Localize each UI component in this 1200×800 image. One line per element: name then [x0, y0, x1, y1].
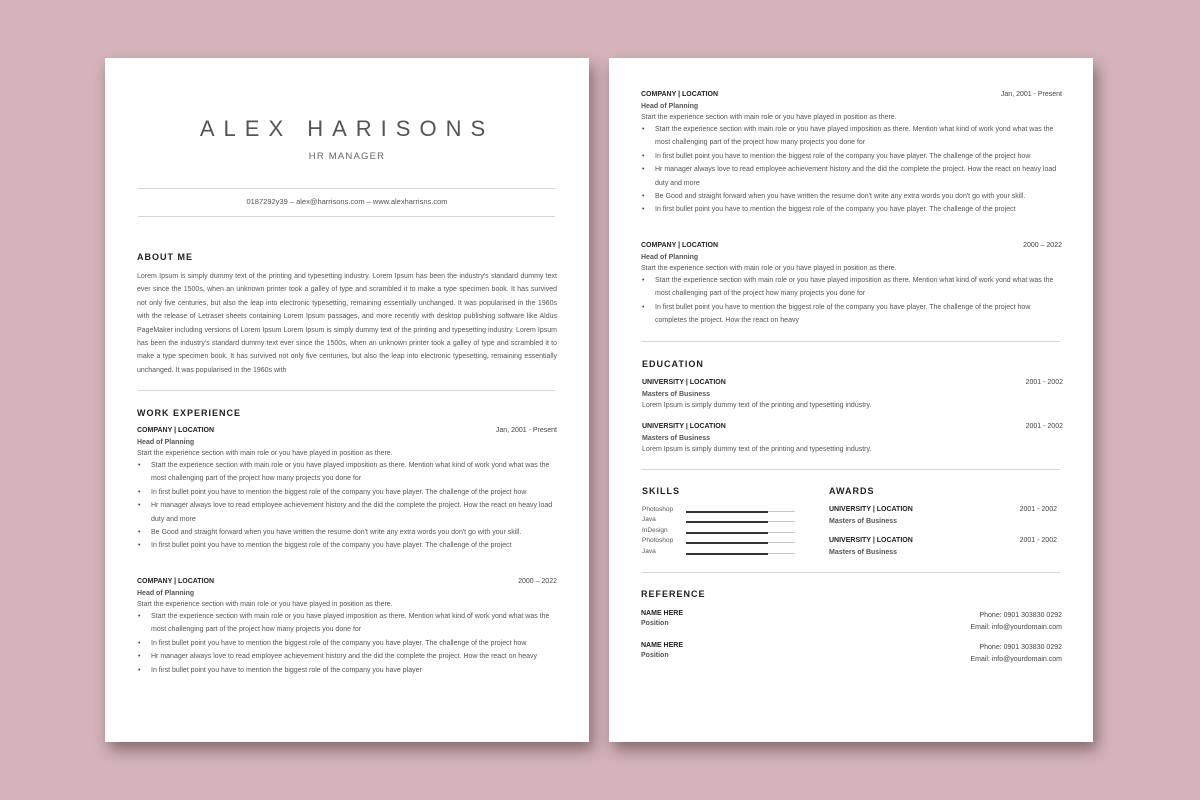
skills-heading: SKILLS [642, 486, 681, 496]
job-bullets [641, 274, 1062, 328]
edu-degree: Masters of Business [642, 435, 711, 442]
award-school: UNIVERSITY | LOCATION [829, 537, 913, 544]
about-text: Lorem Ipsum is simply dummy text of the printing and typesetting industry. Lorem Ipsum has been the industry's standard dummy text ever since the 1500s, when an unknown printer took a galley of type and scrambled it to make a type specimen book. It has survived not only five centuries, but also the leap into electronic typesetting, remaining essentially unchanged. It was popularised in the 1960s with the release of Letraset sheets containing Lorem Ipsum passages, and more recently with desktop publishing software like Aldus PageMaker including versions of Lorem Ipsum Lorem Ipsum is simply dummy text of the printing and typesetting industry. Lorem Ipsum has been the industry's standard dummy text ever since the 1500s, when an unknown printer took a galley of type and scrambled it to make a type specimen book. It has survived not only five centuries, but also the leap into electronic typesetting, remaining essentially unchanged. It was popularised in the 1960s with [137, 273, 557, 374]
job-intro: Start the experience section with main role or you have played in position as there. [137, 601, 393, 608]
job-date: 2000 – 2022 [1023, 242, 1062, 249]
reference-email: Email: info@yourdomain.com [970, 656, 1062, 663]
job-bullet: • Start the experience section with main role or you have played imposition as there. Mention what kind of work yond what was the most challenging part of the project how many projects you done for [137, 459, 557, 486]
skill-bar-fill [686, 532, 768, 534]
skill-row [642, 506, 802, 516]
skill-name: Photoshop [642, 506, 674, 513]
reference-heading: REFERENCE [641, 589, 706, 599]
skill-row [642, 548, 802, 558]
reference-entry [641, 642, 1062, 668]
skill-name: Java [642, 548, 656, 555]
skill-bar [686, 532, 795, 533]
skill-row [642, 537, 802, 547]
job-bullets [137, 459, 557, 553]
edu-school: UNIVERSITY | LOCATION [642, 423, 726, 430]
skill-bar-fill [686, 542, 768, 544]
job-bullet: • In first bullet point you have to mention the biggest role of the company you have player [137, 664, 557, 677]
divider [642, 572, 1060, 573]
reference-position: Position [641, 620, 669, 627]
contact-line: 0187292y39 – alex@harrisons.com – www.alexharrisns.com [246, 197, 448, 206]
job-entry [137, 578, 557, 677]
edu-date: 2001 - 2002 [1025, 379, 1063, 386]
reference-name: NAME HERE [641, 610, 684, 617]
reference-phone: Phone: 0901 303830 0292 [979, 612, 1062, 619]
skill-name: InDesign [642, 527, 668, 534]
skill-bar [686, 511, 795, 512]
reference-name: NAME HERE [641, 642, 684, 649]
skill-bar-fill [686, 521, 768, 523]
job-bullet: • Be Good and straight forward when you have written the resume don't write any extra words you don't go with your skill. [641, 190, 1062, 203]
candidate-title: HR MANAGER [308, 151, 386, 162]
job-date: Jan, 2001 - Present [495, 427, 557, 434]
job-entry [641, 242, 1062, 328]
about-heading: ABOUT ME [137, 252, 193, 262]
skill-bar-fill [686, 511, 768, 513]
reference-position: Position [641, 652, 669, 659]
award-date: 2001 - 2002 [1019, 537, 1057, 544]
divider [138, 390, 555, 391]
job-bullet: • In first bullet point you have to mention the biggest role of the company you have player. The challenge of the project [137, 539, 557, 552]
award-school: UNIVERSITY | LOCATION [829, 506, 913, 513]
award-date: 2001 - 2002 [1019, 506, 1057, 513]
skill-bar [686, 542, 795, 543]
edu-desc: Lorem Ipsum is simply dummy text of the printing and typesetting industry. [642, 402, 872, 409]
resume-page-1 [105, 58, 589, 742]
job-bullet: • Be Good and straight forward when you have written the resume don't write any extra words you don't go with your skill. [137, 526, 557, 539]
job-intro: Start the experience section with main role or you have played in position as there. [641, 265, 897, 272]
job-bullet: • Start the experience section with main role or you have played imposition as there. Mention what kind of work yond what was the most challenging part of the project how many projects you done for [641, 123, 1062, 150]
job-role: Head of Planning [137, 590, 195, 597]
divider [642, 341, 1060, 342]
job-intro: Start the experience section with main role or you have played in position as there. [137, 450, 393, 457]
job-bullet: • In first bullet point you have to mention the biggest role of the company you have player. The challenge of the project how completes the project. How the react on heavy [641, 301, 1062, 328]
job-bullet: • Hr manager always love to read employee achievement history and the did the complete the project. How the react on heavy load duty and more [641, 163, 1062, 190]
job-bullet: • Hr manager always love to read employee achievement history and the did the complete the project. How the react on heavy [137, 650, 557, 663]
job-bullet: • Start the experience section with main role or you have played imposition as there. Mention what kind of work yond what was the most challenging part of the project how many projects you done for [641, 274, 1062, 301]
job-entry [137, 427, 557, 553]
job-bullets [641, 123, 1062, 217]
job-intro: Start the experience section with main role or you have played in position as there. [641, 114, 897, 121]
reference-contact [970, 610, 1062, 634]
edu-degree: Masters of Business [642, 391, 711, 398]
skill-bar-fill [686, 553, 768, 555]
candidate-name: ALEX HARISONS [199, 116, 495, 141]
job-entry [641, 91, 1062, 217]
job-role: Head of Planning [641, 103, 699, 110]
skill-bar [686, 521, 795, 522]
award-entry [829, 506, 1057, 527]
job-bullet: • Hr manager always love to read employee achievement history and the did the complete the project. How the react on heavy load duty and more [137, 499, 557, 526]
edu-school: UNIVERSITY | LOCATION [642, 379, 726, 386]
job-company: COMPANY | LOCATION [641, 242, 719, 249]
job-bullet: • In first bullet point you have to mention the biggest role of the company you have player. The challenge of the project [641, 203, 1062, 216]
divider [138, 216, 555, 217]
job-company: COMPANY | LOCATION [137, 578, 215, 585]
reference-contact [970, 642, 1062, 666]
job-date: Jan, 2001 - Present [1000, 91, 1062, 98]
award-degree: Masters of Business [829, 518, 898, 525]
job-bullet: • In first bullet point you have to mention the biggest role of the company you have player. The challenge of the project how [641, 150, 1062, 163]
skill-bar [686, 553, 795, 554]
award-entry [829, 537, 1057, 558]
skill-name: Java [642, 516, 656, 523]
skill-name: Photoshop [642, 537, 674, 544]
divider [642, 469, 1060, 470]
skill-row [642, 527, 802, 537]
job-company: COMPANY | LOCATION [137, 427, 215, 434]
award-degree: Masters of Business [829, 549, 898, 556]
job-bullet: • Start the experience section with main role or you have played imposition as there. Mention what kind of work yond what was the most challenging part of the project how many projects you done for [137, 610, 557, 637]
job-date: 2000 – 2022 [518, 578, 557, 585]
awards-heading: AWARDS [829, 486, 875, 496]
resume-page-2 [609, 58, 1093, 742]
edu-date: 2001 - 2002 [1025, 423, 1063, 430]
edu-desc: Lorem Ipsum is simply dummy text of the printing and typesetting industry. [642, 446, 872, 453]
divider [138, 188, 555, 189]
job-company: COMPANY | LOCATION [641, 91, 719, 98]
reference-entry [641, 610, 1062, 636]
job-role: Head of Planning [137, 439, 195, 446]
job-bullets [137, 610, 557, 677]
job-bullet: • In first bullet point you have to mention the biggest role of the company you have player. The challenge of the project how [137, 637, 557, 650]
reference-phone: Phone: 0901 303830 0292 [979, 644, 1062, 651]
education-entry [642, 423, 1063, 453]
work-heading: WORK EXPERIENCE [137, 408, 242, 418]
skill-row [642, 516, 802, 526]
job-bullet: • In first bullet point you have to mention the biggest role of the company you have player. The challenge of the project how [137, 486, 557, 499]
reference-email: Email: info@yourdomain.com [970, 624, 1062, 631]
education-entry [642, 379, 1063, 411]
education-heading: EDUCATION [642, 359, 704, 369]
job-role: Head of Planning [641, 254, 699, 261]
